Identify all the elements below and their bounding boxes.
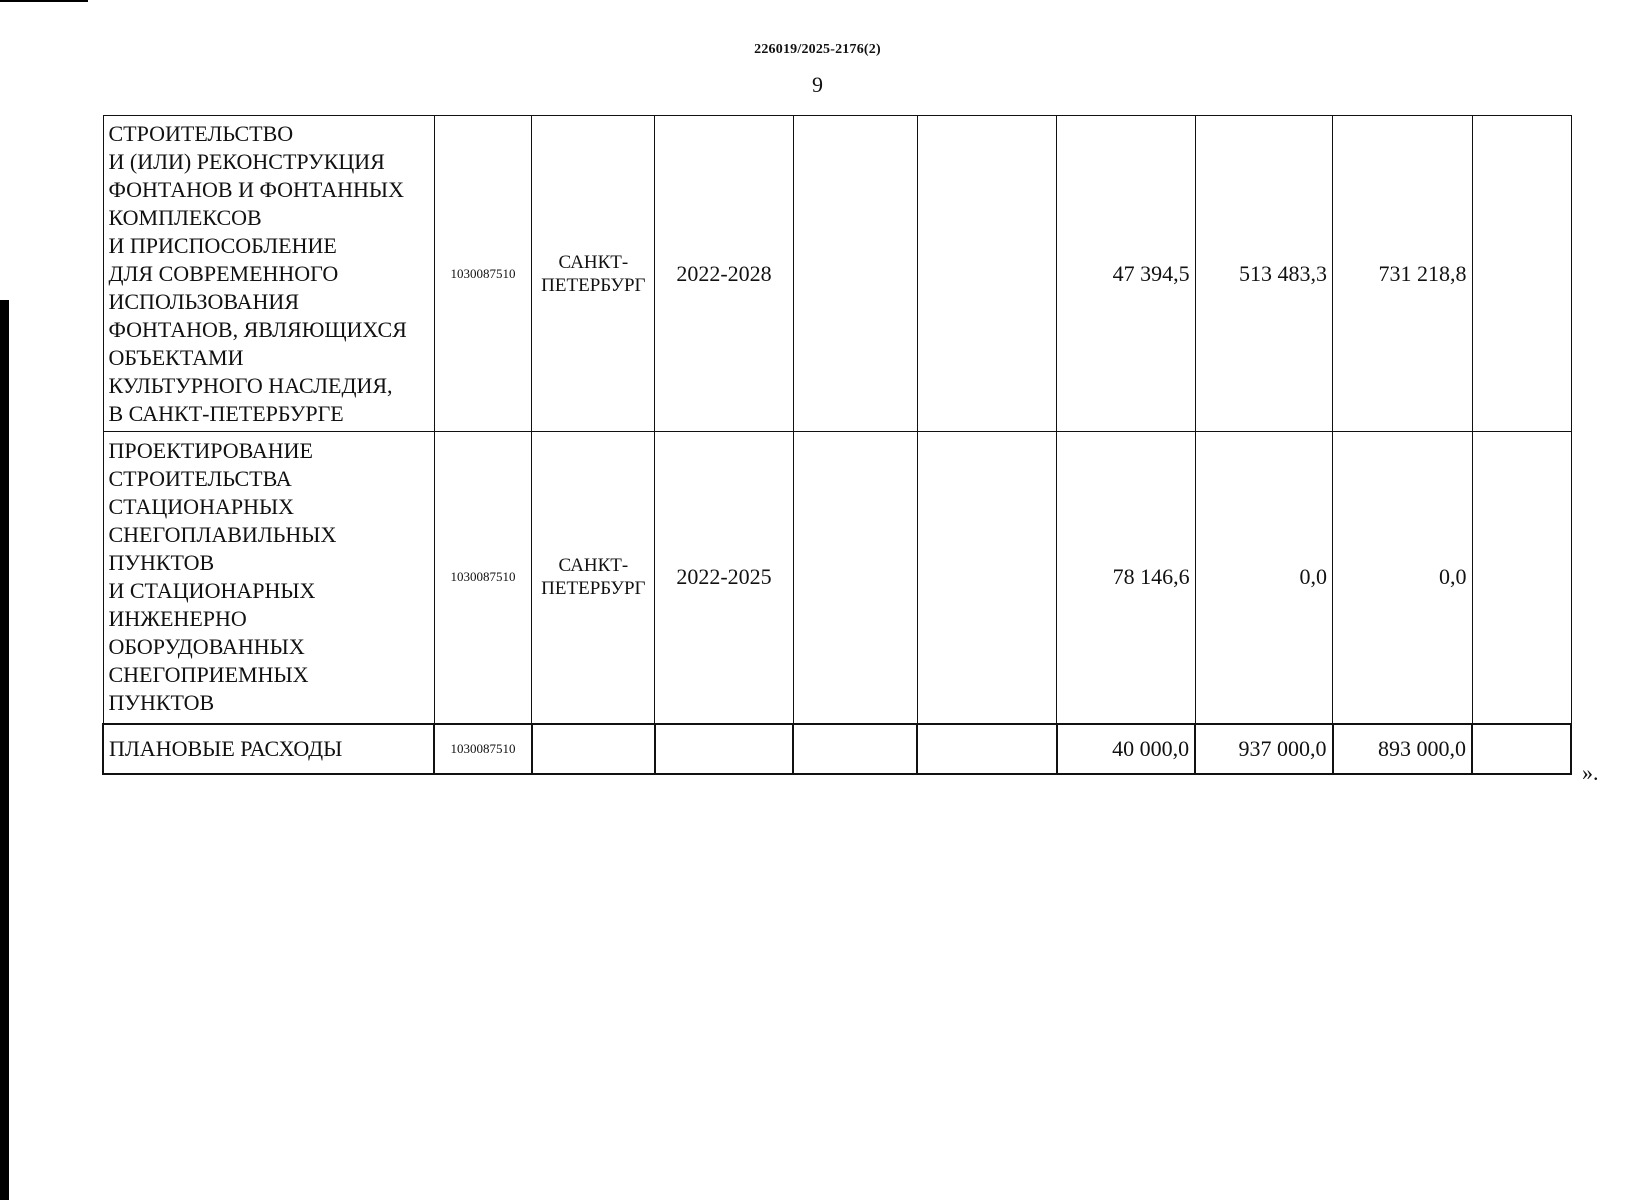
row-col5 bbox=[793, 116, 917, 432]
row-value-3: 731 218,8 bbox=[1333, 116, 1473, 432]
row-value-3: 0,0 bbox=[1333, 432, 1473, 724]
row-value-2: 513 483,3 bbox=[1195, 116, 1332, 432]
row-place bbox=[532, 724, 655, 774]
row-col6 bbox=[917, 116, 1057, 432]
table-row bbox=[103, 432, 1571, 724]
row-col5 bbox=[793, 432, 917, 724]
row-value-2: 937 000,0 bbox=[1195, 724, 1332, 774]
row-col5 bbox=[793, 724, 917, 774]
row-value-3: 893 000,0 bbox=[1333, 724, 1473, 774]
row-col10 bbox=[1472, 724, 1571, 774]
scan-edge-left bbox=[0, 300, 9, 1200]
row-col6 bbox=[917, 724, 1057, 774]
row-value-1: 47 394,5 bbox=[1057, 116, 1195, 432]
row-value-1: 78 146,6 bbox=[1057, 432, 1195, 724]
row-place: САНКТ- ПЕТЕРБУРГ bbox=[532, 116, 655, 432]
row-name-cell bbox=[103, 724, 434, 774]
budget-table bbox=[102, 115, 1572, 775]
row-years bbox=[655, 724, 793, 774]
row-years: 2022-2025 bbox=[655, 432, 793, 724]
row-place: САНКТ- ПЕТЕРБУРГ bbox=[532, 432, 655, 724]
row-col6 bbox=[917, 432, 1057, 724]
table-row bbox=[103, 116, 1571, 432]
row-name: ПРОЕКТИРОВАНИЕ СТРОИТЕЛЬСТВА СТАЦИОНАРНЫХ СНЕГОПЛАВИЛЬНЫХ ПУНКТОВ И СТАЦИОНАРНЫХ ИНЖЕНЕРНО ОБОРУДОВАННЫХ СНЕГОПРИЕМНЫХ ПУНКТОВ bbox=[108, 438, 337, 716]
row-name: СТРОИТЕЛЬСТВО И (ИЛИ) РЕКОНСТРУКЦИЯ ФОНТАНОВ И ФОНТАННЫХ КОМПЛЕКСОВ И ПРИСПОСОБЛЕНИЕ ДЛЯ СОВРЕМЕННОГО ИСПОЛЬЗОВАНИЯ ФОНТАНОВ, ЯВЛЯЮЩИХСЯ ОБЪЕКТАМИ КУЛЬТУРНОГО НАСЛЕДИЯ, В САНКТ-ПЕТЕРБУРГЕ bbox=[108, 120, 407, 426]
row-code: 1030087510 bbox=[434, 116, 532, 432]
page-number: 9 bbox=[812, 72, 823, 97]
table-row-total bbox=[103, 724, 1571, 774]
row-code: 1030087510 bbox=[434, 432, 532, 724]
row-col10 bbox=[1472, 116, 1571, 432]
row-name: ПЛАНОВЫЕ РАСХОДЫ bbox=[109, 735, 343, 761]
row-name-cell bbox=[103, 116, 434, 432]
row-value-1: 40 000,0 bbox=[1057, 724, 1195, 774]
document-number: 226019/2025-2176(2) bbox=[754, 42, 881, 57]
closing-quote: ». bbox=[1582, 760, 1599, 785]
row-value-2: 0,0 bbox=[1195, 432, 1332, 724]
row-name-cell bbox=[103, 432, 434, 724]
row-col10 bbox=[1472, 432, 1571, 724]
scan-edge-top bbox=[0, 0, 88, 2]
row-code: 1030087510 bbox=[434, 724, 532, 774]
row-years: 2022-2028 bbox=[655, 116, 793, 432]
